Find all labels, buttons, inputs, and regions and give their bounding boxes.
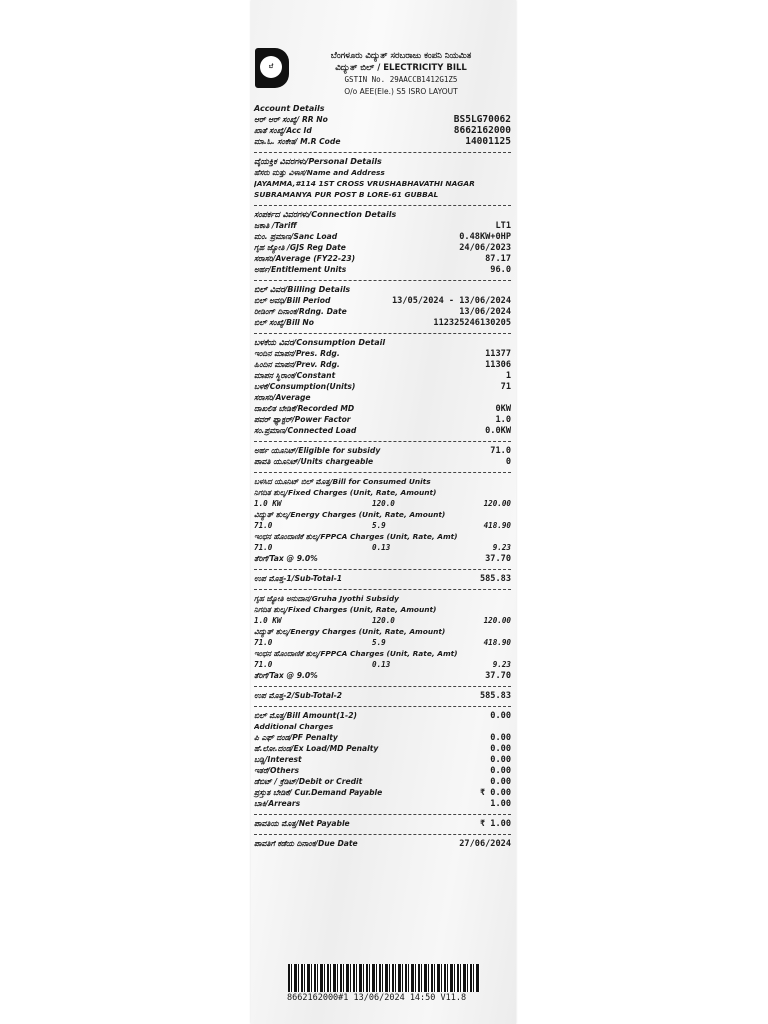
personal-details-title: ವೈಯಕ್ತಿಕ ವಿವರಗಳು/Personal Details: [254, 157, 382, 166]
tax-row: ತೆರಿಗೆ/Tax @ 9.0% 37.70: [254, 554, 511, 564]
account-row: ಮಾ.ಓ. ಸಂಕೇತ/ M.R Code 14001125: [254, 136, 511, 147]
electricity-bill-receipt: [251, 0, 516, 1024]
billing-row: ಬಿಲ್ ಅವಧಿ/Bill Period 13/05/2024 - 13/06/2024: [254, 296, 511, 306]
consumption-detail-title: ಬಳಕೆಯ ವಿವರ/Consumption Detail: [254, 338, 386, 347]
bill-title: ವಿದ್ಯುತ್ ಬಿಲ್ / ELECTRICITY BILL: [335, 63, 467, 73]
consumption-row: ಬಳಕೆ/Consumption(Units) 71: [254, 382, 511, 392]
billing-row: ಬಿಲ್ ಸಂಖ್ಯೆ/Bill No 112325246130205: [254, 318, 511, 328]
consumption-row: ಪವರ್ ಫ್ಯಾಕ್ಟರ್/Power Factor 1.0: [254, 415, 511, 425]
consumption-row: ಸರಾಸರಿ/Average: [254, 393, 311, 402]
connection-row: ಅರ್ಹ/Entitlement Units 96.0: [254, 265, 511, 275]
fixed-charges-values: 1.0 KW 120.0 120.00: [254, 499, 511, 508]
office-name: O/o AEE(Ele.) S5 ISRO LAYOUT: [344, 87, 458, 96]
consumption-row: ದಾಖಲಿತ ಬೇಡಿಕೆ/Recorded MD 0KW: [254, 404, 511, 414]
divider: [254, 706, 511, 707]
bescom-logo-icon: ಬೆ: [255, 48, 289, 88]
divider: [254, 152, 511, 153]
gstin-number: GSTIN No. 29AACCB1412G1Z5: [344, 75, 458, 84]
divider: [254, 441, 511, 442]
divider: [254, 472, 511, 473]
bill-header: [255, 46, 512, 108]
consumption-row: ಇಂದಿನ ಮಾಪನ/Pres. Rdg. 11377: [254, 349, 511, 359]
account-row: ಖಾತೆ ಸಂಖ್ಯೆ/Acc Id 8662162000: [254, 125, 511, 136]
additional-charge-row: ಹೆ.ಲೋ.ದಂಡ/Ex Load/MD Penalty 0.00: [254, 744, 511, 754]
receipt-footer: 8662162000#1 13/06/2024 14:50 V11.8: [287, 993, 467, 1003]
energy-charges-values: 71.0 5.9 418.90: [254, 638, 511, 647]
address-line: SUBRAMANYA PUR POST B LORE-61 GUBBAL: [254, 190, 439, 199]
consumed-bill-title: ಬಳಸಿದ ಯೂನಿಟ್ ಬಿಲ್ ಮೊತ್ತ/Bill for Consumed Units: [254, 477, 431, 486]
divider: [254, 589, 511, 590]
fppca-charges-values: 71.0 0.13 9.23: [254, 543, 511, 552]
connection-row: ಸರಾಸರಿ/Average (FY22-23) 87.17: [254, 254, 511, 264]
bill-amount-row: ಬಿಲ್ ಮೊತ್ತ/Bill Amount(1-2) 0.00: [254, 711, 511, 721]
energy-charges-label: ವಿದ್ಯುತ್ ಶುಲ್ಕ/Energy Charges (Unit, Rate, Amount): [254, 510, 446, 519]
additional-charges-label: Additional Charges: [254, 722, 334, 731]
fixed-charges-label: ನಿಗದಿತ ಶುಲ್ಕ/Fixed Charges (Unit, Rate, Amount): [254, 488, 437, 497]
fixed-charges-label: ನಿಗದಿತ ಶುಲ್ಕ/Fixed Charges (Unit, Rate, Amount): [254, 605, 437, 614]
divider: [254, 834, 511, 835]
connection-row: ಗೃಹ ಜ್ಯೋತಿ /GJS Reg Date 24/06/2023: [254, 243, 511, 253]
gruha-subsidy-title: ಗೃಹ ಜ್ಯೋತಿ ಅನುದಾನ/Gruha Jyothi Subsidy: [254, 594, 399, 603]
current-demand-row: ಪ್ರಸ್ತುತ ಬೇಡಿಕೆ/ Cur.Demand Payable ₹ 0.00: [254, 788, 511, 798]
consumption-row: ಸಂ.ಪ್ರಮಾಣ/Connected Load 0.0KW: [254, 426, 511, 436]
connection-details-title: ಸಂಪರ್ಕದ ವಿವರಗಳು/Connection Details: [254, 210, 397, 219]
account-row: ಆರ್ ಆರ್ ಸಂಖ್ಯೆ/ RR No BS5LG70062: [254, 114, 511, 125]
subtotal-2-row: ಉಪ ಮೊತ್ತ-2/Sub-Total-2 585.83: [254, 691, 511, 701]
connection-row: ಜಕಾತಿ /Tariff LT1: [254, 221, 511, 231]
subsidy-units-row: ಅರ್ಹ ಯೂನಿಟ್/Eligible for subsidy 71.0: [254, 446, 511, 456]
fixed-charges-values: 1.0 KW 120.0 120.00: [254, 616, 511, 625]
energy-charges-label: ವಿದ್ಯುತ್ ಶುಲ್ಕ/Energy Charges (Unit, Rate, Amount): [254, 627, 446, 636]
tax-row: ತೆರಿಗೆ/Tax @ 9.0% 37.70: [254, 671, 511, 681]
name-address-label: ಹೆಸರು ಮತ್ತು ವಿಳಾಸ/Name and Address: [254, 168, 385, 177]
consumption-row: ಮಾಪನ ಸ್ಥಿರಾಂಕ/Constant 1: [254, 371, 511, 381]
fppca-charges-label: ಇಂಧನ ಹೊಂದಾಣಿಕೆ ಶುಲ್ಕ/FPPCA Charges (Unit, Rate, Amt): [254, 532, 458, 541]
divider: [254, 205, 511, 206]
additional-charge-row: ಇತರೆ/Others 0.00: [254, 766, 511, 776]
arrears-row: ಬಾಕಿ/Arrears 1.00: [254, 799, 511, 809]
account-details-title: Account Details: [254, 104, 325, 113]
divider: [254, 686, 511, 687]
net-payable-row: ಪಾವತಿಯ ಮೊತ್ತ/Net Payable ₹ 1.00: [254, 819, 511, 829]
divider: [254, 569, 511, 570]
due-date-row: ಪಾವತಿಗೆ ಕಡೆಯ ದಿನಾಂಕ/Due Date 27/06/2024: [254, 839, 511, 849]
energy-charges-values: 71.0 5.9 418.90: [254, 521, 511, 530]
fppca-charges-values: 71.0 0.13 9.23: [254, 660, 511, 669]
divider: [254, 280, 511, 281]
fppca-charges-label: ಇಂಧನ ಹೊಂದಾಣಿಕೆ ಶುಲ್ಕ/FPPCA Charges (Unit, Rate, Amt): [254, 649, 458, 658]
billing-row: ರೀಡಿಂಗ್ ದಿನಾಂಕ/Rdng. Date 13/06/2024: [254, 307, 511, 317]
divider: [254, 333, 511, 334]
consumption-row: ಹಿಂದಿನ ಮಾಪನ/Prev. Rdg. 11306: [254, 360, 511, 370]
connection-row: ಮಂ. ಪ್ರಮಾಣ/Sanc Load 0.48KW+0HP: [254, 232, 511, 242]
additional-charge-row: ಬಡ್ಡಿ/Interest 0.00: [254, 755, 511, 765]
billing-details-title: ಬಿಲ್ ವಿವರ/Billing Details: [254, 285, 351, 294]
barcode-icon: [288, 964, 480, 992]
subtotal-1-row: ಉಪ ಮೊತ್ತ-1/Sub-Total-1 585.83: [254, 574, 511, 584]
subsidy-units-row: ಪಾವತಿ ಯೂನಿಟ್/Units chargeable 0: [254, 457, 511, 467]
bill-body: [254, 104, 511, 850]
address-line: JAYAMMA,#114 1ST CROSS VRUSHABHAVATHI NAGAR: [254, 179, 475, 188]
additional-charge-row: ಪಿ ಎಫ್ ದಂಡ/PF Penalty 0.00: [254, 733, 511, 743]
company-name: ಬೆಂಗಳೂರು ವಿದ್ಯುತ್ ಸರಬರಾಜು ಕಂಪನಿ ನಿಯಮಿತ: [330, 51, 472, 61]
additional-charge-row: ಡೆಬಿಟ್ / ಕ್ರೆಡಿಟ್/Debit or Credit 0.00: [254, 777, 511, 787]
divider: [254, 814, 511, 815]
